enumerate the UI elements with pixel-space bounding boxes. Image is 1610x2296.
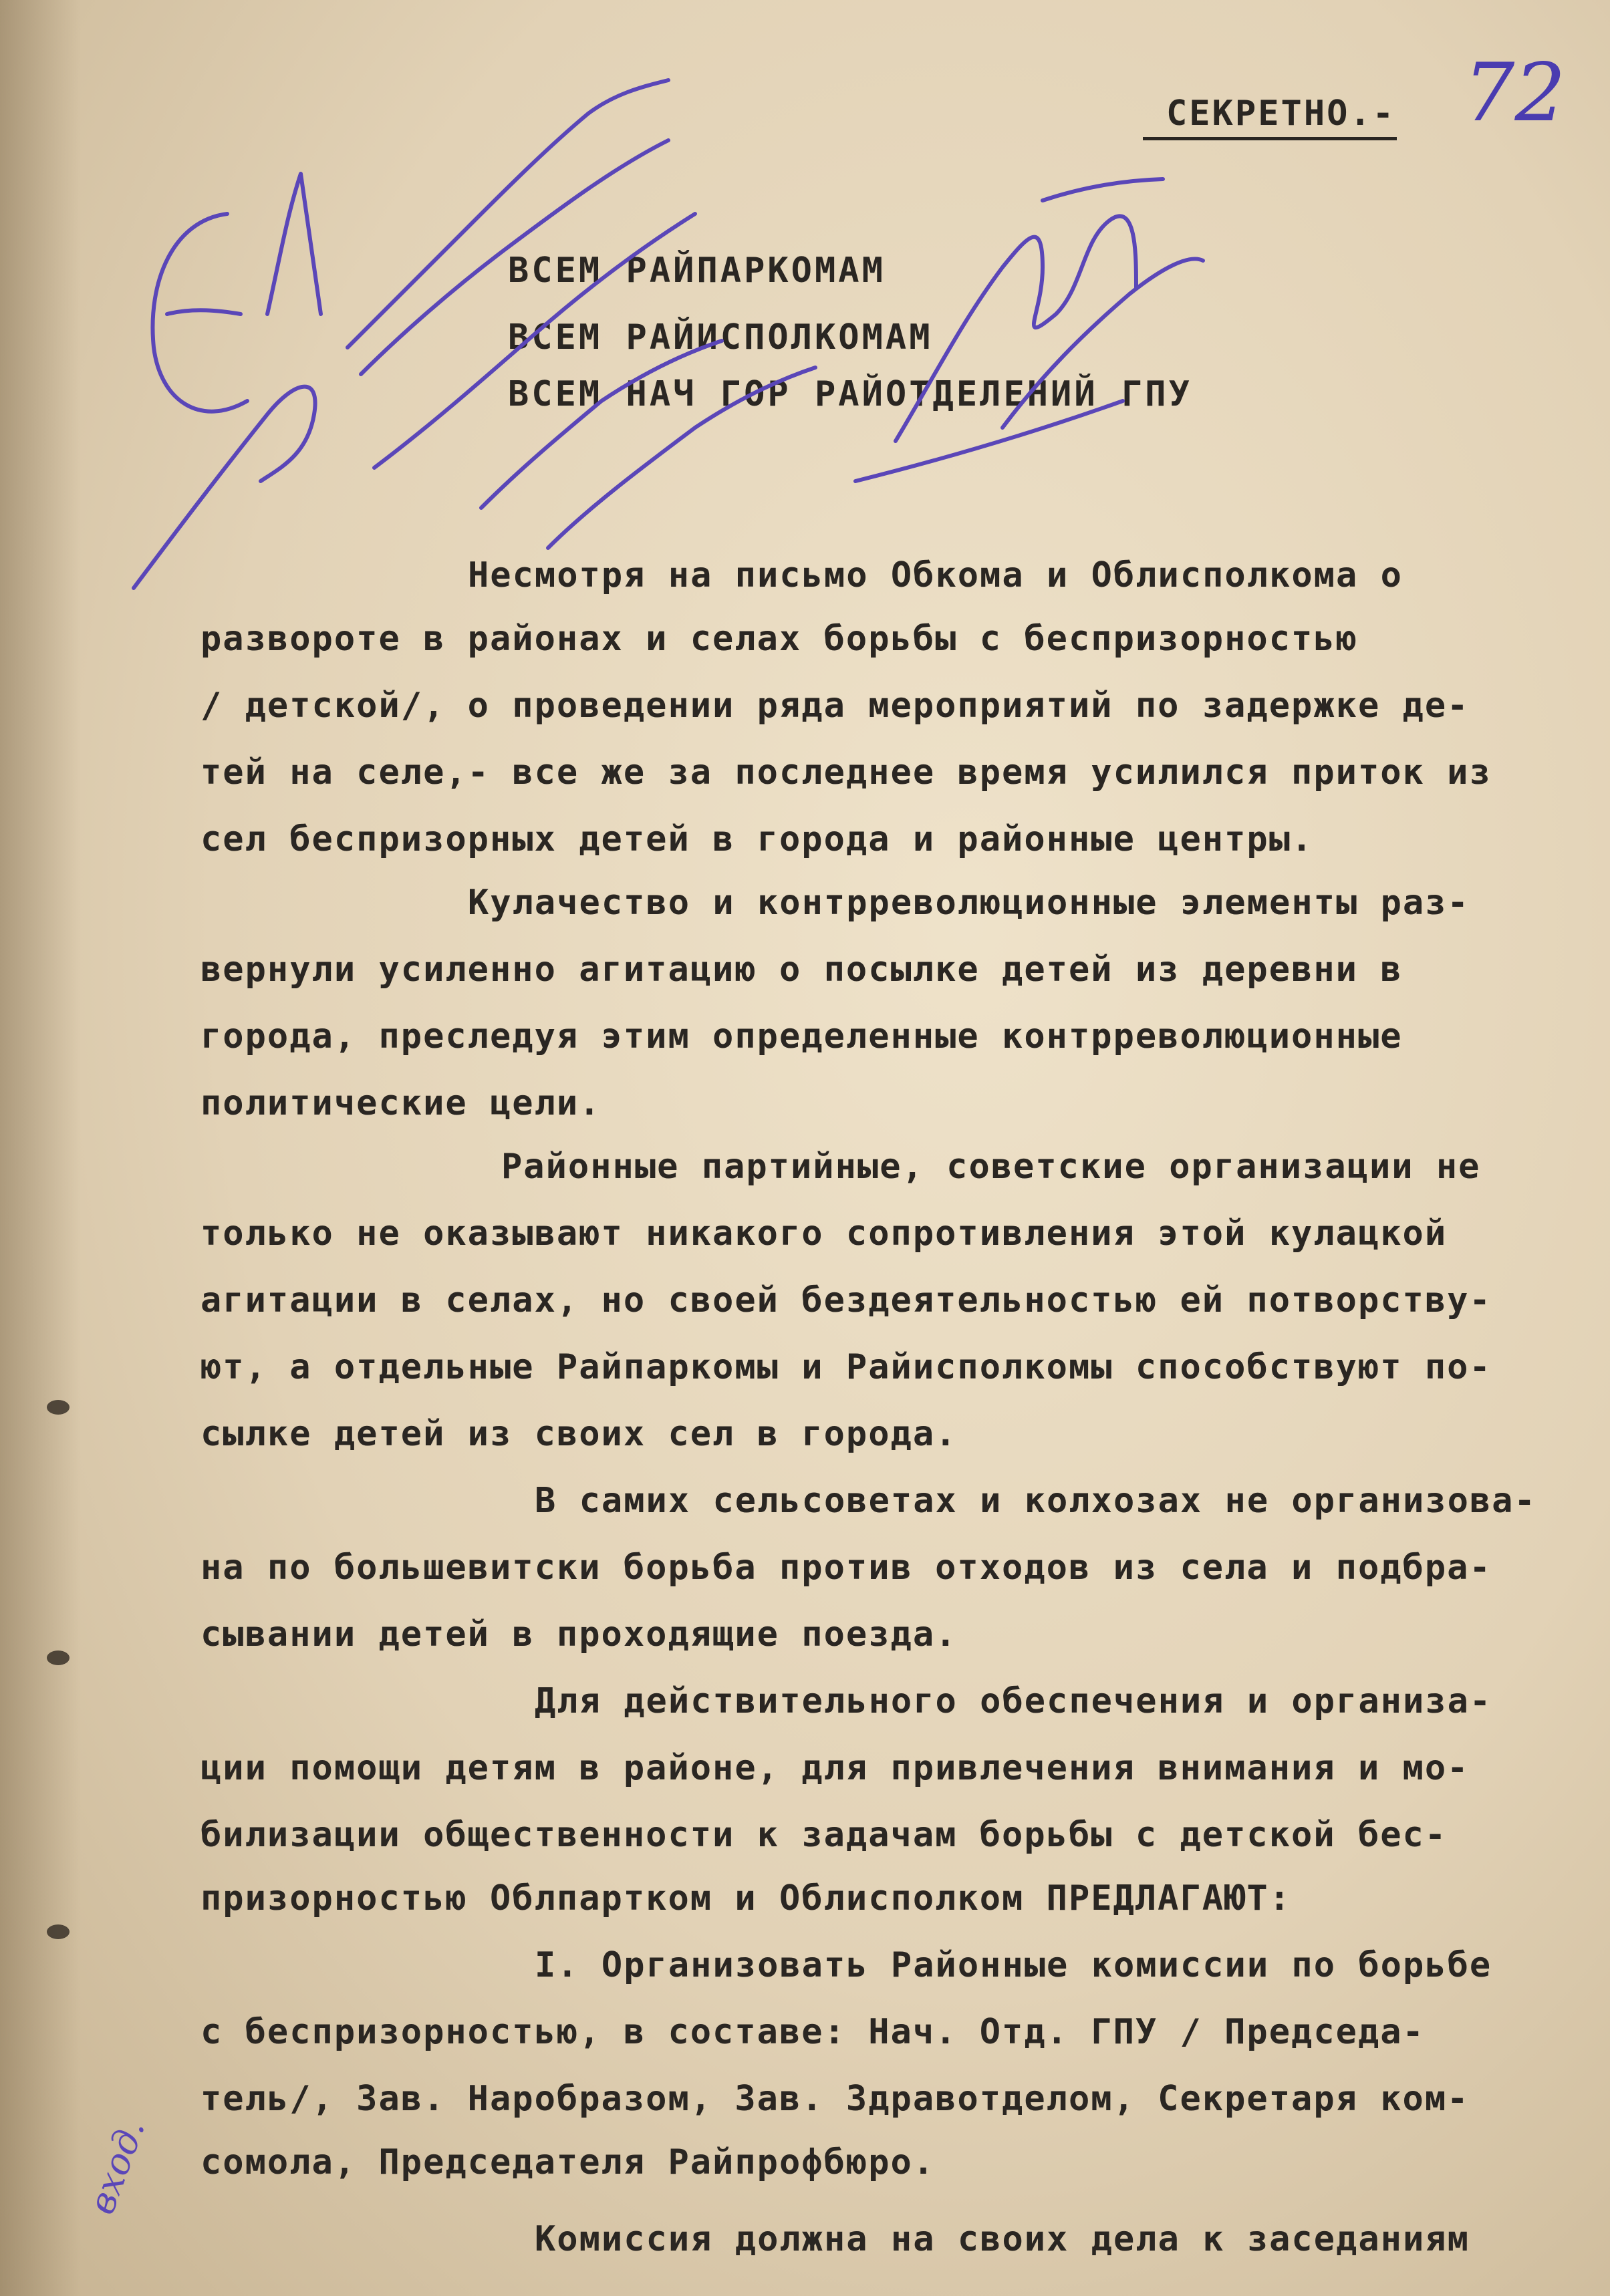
addressee-line: ВСЕМ НАЧ ГОР РАЙОТДЕЛЕНИЙ ГПУ — [508, 374, 1192, 414]
body-line: сомола, Председателя Райпрофбюро. — [200, 2142, 936, 2182]
body-line: Несмотря на письмо Обкома и Облисполкома о — [468, 555, 1403, 595]
body-line: призорностью Облпартком и Облисполком ПРЕДЛАГАЮТ: — [200, 1878, 1292, 1918]
body-line: ют, а отдельные Райпаркомы и Райисполкомы способствуют по- — [200, 1347, 1492, 1387]
body-line: Комиссия должна на своих дела к заседаниям — [535, 2219, 1470, 2259]
body-line: на по большевитски борьба против отходов из села и подбра- — [200, 1548, 1492, 1588]
margin-handwritten-note: вход. — [80, 2113, 154, 2220]
addressee-line: ВСЕМ РАЙИСПОЛКОМАМ — [508, 317, 933, 357]
body-line: ции помощи детям в районе, для привлечения внимания и мо- — [200, 1748, 1470, 1788]
body-line: сел беспризорных детей в города и районные центры. — [200, 819, 1314, 859]
body-line: тель/, Зав. Наробразом, Зав. Здравотделом, Секретаря ком- — [200, 2079, 1470, 2119]
body-line: Кулачество и контрреволюционные элементы раз- — [468, 883, 1470, 923]
body-line: агитации в селах, но своей бездеятельностью ей потворству- — [200, 1280, 1492, 1320]
body-line: сылке детей из своих сел в города. — [200, 1414, 958, 1454]
body-line: города, преследуя этим определенные контрреволюционные — [200, 1016, 1403, 1056]
sheet-number: 72 — [1464, 47, 1566, 140]
addressee-line: ВСЕМ РАЙПАРКОМАМ — [508, 251, 886, 291]
body-line: / детской/, о проведении ряда мероприятий по задержке де- — [200, 686, 1470, 726]
body-line: сывании детей в проходящие поезда. — [200, 1614, 958, 1655]
body-line: развороте в районах и селах борьбы с беспризорностью — [200, 619, 1358, 659]
body-line: вернули усиленно агитацию о посылке детей из деревни в — [200, 950, 1403, 990]
body-line: I. Организовать Районные комиссии по борьбе — [535, 1945, 1492, 1985]
body-line: билизации общественности к задачам борьбы с детской бес- — [200, 1815, 1448, 1855]
body-line: Районные партийные, советские организации не — [501, 1147, 1481, 1187]
body-line: Для действительного обеспечения и организа- — [535, 1681, 1492, 1721]
body-line: политические цели. — [200, 1083, 601, 1123]
body-line: тей на селе,- все же за последнее время усилился приток из — [200, 752, 1492, 793]
classification-mark: СЕКРЕТНО.- — [1166, 94, 1396, 134]
body-line: с беспризорностью, в составе: Нач. Отд. ГПУ / Председа- — [200, 2012, 1425, 2052]
body-line: В самих сельсоветах и колхозах не организова- — [535, 1481, 1536, 1521]
body-line: только не оказывают никакого сопротивления этой кулацкой — [200, 1213, 1448, 1254]
